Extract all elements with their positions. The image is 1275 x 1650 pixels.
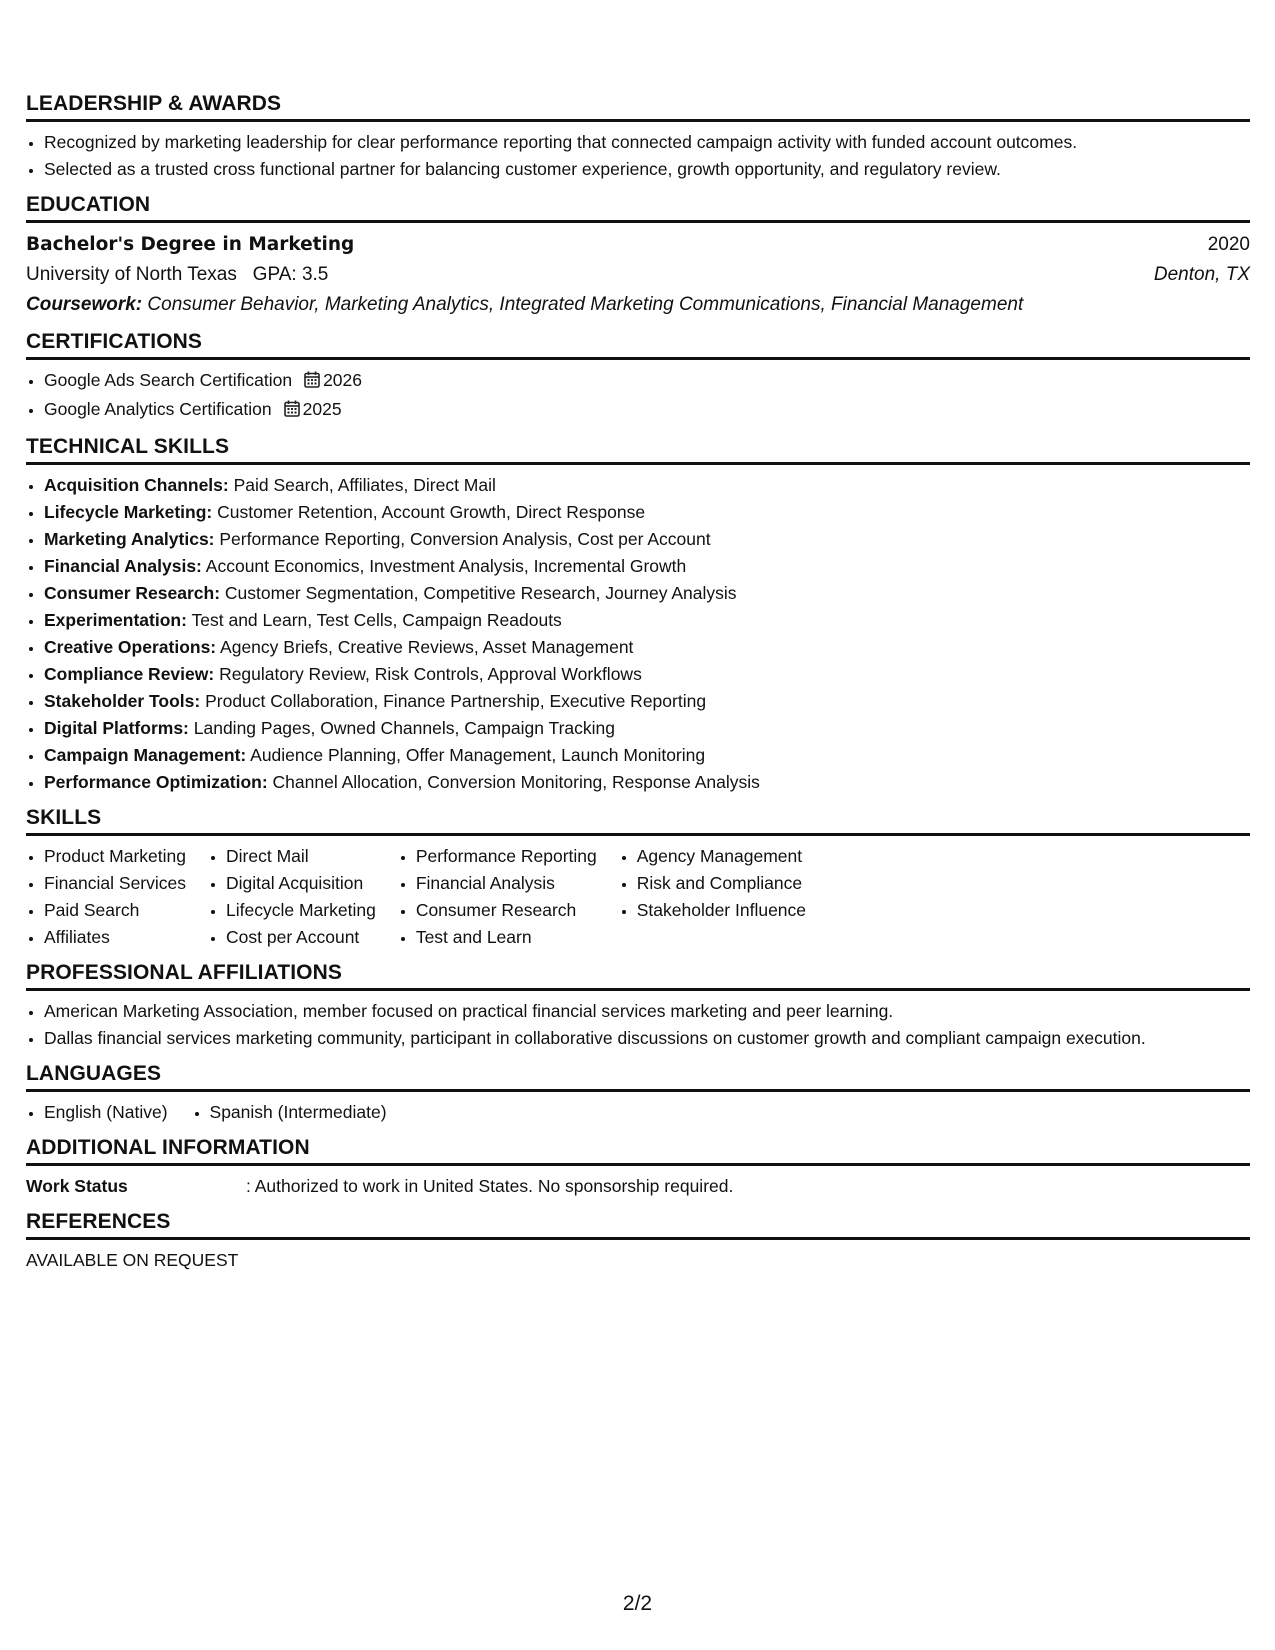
skills-column: [208, 843, 376, 951]
technical-skill-item: [44, 553, 1250, 580]
certifications-section: [26, 330, 1250, 425]
skill-category: Creative Operations:: [44, 637, 217, 657]
coursework: [26, 290, 1023, 320]
skill-item: • Risk and Compliance: [637, 870, 806, 897]
degree-name: Bachelor's Degree in Marketing: [26, 234, 355, 255]
technical-skill-item: [44, 526, 1250, 553]
technical-skill-item: [44, 499, 1250, 526]
technical-skill-item: [44, 715, 1250, 742]
affiliations-list: [26, 998, 1250, 1052]
skill-item: • Consumer Research: [416, 897, 597, 924]
skill-category: Financial Analysis:: [44, 556, 202, 576]
additional-section: [26, 1136, 1250, 1200]
skill-category: Stakeholder Tools:: [44, 691, 201, 711]
graduation-year: 2020: [1207, 234, 1250, 255]
coursework-label: Coursework:: [26, 294, 143, 315]
skill-category: Digital Platforms:: [44, 718, 189, 738]
skill-category: Marketing Analytics:: [44, 529, 215, 549]
languages-title: LANGUAGES: [26, 1062, 1250, 1092]
skill-category: Campaign Management:: [44, 745, 247, 765]
skill-values: Landing Pages, Owned Channels, Campaign Tracking: [188, 718, 615, 738]
leadership-item: • Recognized by marketing leadership for clear performance reporting that connected campaign activity with funded account outcomes.: [44, 129, 1250, 156]
skill-category: Lifecycle Marketing:: [44, 502, 213, 522]
skill-category: Compliance Review:: [44, 664, 215, 684]
certification-name: Google Analytics Certification: [44, 399, 272, 419]
affiliations-title: PROFESSIONAL AFFILIATIONS: [26, 961, 1250, 991]
skill-item: • Agency Management: [637, 843, 806, 870]
languages-column: [26, 1099, 168, 1126]
additional-title: ADDITIONAL INFORMATION: [26, 1136, 1250, 1166]
school-row: [26, 260, 1250, 290]
skills-column: [26, 843, 186, 951]
references-text: AVAILABLE ON REQUEST: [26, 1250, 239, 1270]
technical-skill-item: [44, 742, 1250, 769]
skill-values: Account Economics, Investment Analysis, Incremental Growth: [201, 556, 687, 576]
skill-values: Customer Segmentation, Competitive Research, Journey Analysis: [220, 583, 737, 603]
skill-category: Experimentation:: [44, 610, 187, 630]
work-status-row: [26, 1173, 1250, 1200]
certifications-title: CERTIFICATIONS: [26, 330, 1250, 360]
certification-name: Google Ads Search Certification: [44, 370, 293, 390]
technical-skill-item: [44, 661, 1250, 688]
skill-item: • Paid Search: [44, 897, 186, 924]
technical-skills-section: [26, 435, 1250, 796]
affiliation-item: • Dallas financial services marketing community, participant in collaborative discussions on customer growth and compliant campaign execution.: [44, 1025, 1250, 1052]
skill-item: • Product Marketing: [44, 843, 186, 870]
certification-item: [44, 367, 1250, 396]
leadership-item: • Selected as a trusted cross functional partner for balancing customer experience, growth opportunity, and regulatory review.: [44, 156, 1250, 183]
technical-skill-item: [44, 688, 1250, 715]
skill-values: Customer Retention, Account Growth, Direct Response: [212, 502, 646, 522]
certifications-list: [26, 367, 1250, 425]
affiliation-item: • American Marketing Association, member focused on practical financial services marketing and peer learning.: [44, 998, 1250, 1025]
technical-skill-item: [44, 769, 1250, 796]
coursework-list: Consumer Behavior, Marketing Analytics, Integrated Marketing Communications, Financial Management: [142, 294, 1024, 315]
language-item: • Spanish (Intermediate): [210, 1099, 387, 1126]
skill-values: Performance Reporting, Conversion Analysis, Cost per Account: [214, 529, 711, 549]
skill-item: • Financial Services: [44, 870, 186, 897]
skill-item: • Test and Learn: [416, 924, 597, 951]
skill-category: Consumer Research:: [44, 583, 221, 603]
skill-category: Performance Optimization:: [44, 772, 268, 792]
calendar-icon: [284, 398, 300, 425]
education-section: [26, 193, 1250, 320]
references-title: REFERENCES: [26, 1210, 1250, 1240]
certification-year: 2026: [323, 370, 362, 390]
skill-item: • Digital Acquisition: [226, 870, 376, 897]
skill-item: • Stakeholder Influence: [637, 897, 806, 924]
languages-section: [26, 1062, 1250, 1126]
technical-skills-list: [26, 472, 1250, 796]
education-title: EDUCATION: [26, 193, 1250, 223]
skill-item: • Financial Analysis: [416, 870, 597, 897]
work-status-value: : Authorized to work in United States. No sponsorship required.: [246, 1176, 734, 1196]
language-item: • English (Native): [44, 1099, 168, 1126]
skill-values: Product Collaboration, Finance Partnership, Executive Reporting: [200, 691, 707, 711]
references-section: [26, 1210, 1250, 1274]
technical-skill-item: [44, 472, 1250, 499]
skill-item: • Cost per Account: [226, 924, 376, 951]
skill-values: Paid Search, Affiliates, Direct Mail: [228, 475, 496, 495]
skill-values: Audience Planning, Offer Management, Launch Monitoring: [246, 745, 706, 765]
certification-year: 2025: [302, 399, 342, 419]
skill-values: Regulatory Review, Risk Controls, Approval Workflows: [214, 664, 642, 684]
skills-column: [619, 843, 806, 951]
skill-category: Acquisition Channels:: [44, 475, 229, 495]
technical-skill-item: [44, 580, 1250, 607]
skills-column: [398, 843, 597, 951]
skills-grid: [26, 843, 1250, 951]
leadership-title: LEADERSHIP & AWARDS: [26, 92, 1250, 122]
work-status-label: Work Status: [26, 1176, 128, 1196]
skill-item: • Affiliates: [44, 924, 186, 951]
skill-item: • Performance Reporting: [416, 843, 597, 870]
skills-title: SKILLS: [26, 806, 1250, 836]
skill-item: • Direct Mail: [226, 843, 376, 870]
coursework-row: [26, 290, 1250, 320]
degree-row: [26, 230, 1250, 260]
calendar-icon: [304, 369, 320, 396]
technical-skills-title: TECHNICAL SKILLS: [26, 435, 1250, 465]
languages-row: [26, 1099, 1250, 1126]
skills-section: [26, 806, 1250, 951]
school-location: Denton, TX: [1153, 264, 1250, 285]
page-number: 2/2: [622, 1592, 653, 1615]
certification-item: [44, 396, 1250, 425]
affiliations-section: [26, 961, 1250, 1052]
languages-column: [192, 1099, 387, 1126]
skill-values: Test and Learn, Test Cells, Campaign Readouts: [186, 610, 562, 630]
school-name: University of North Texas GPA: 3.5: [26, 264, 329, 285]
leadership-section: [26, 92, 1250, 183]
skill-item: • Lifecycle Marketing: [226, 897, 376, 924]
technical-skill-item: [44, 607, 1250, 634]
skill-values: Channel Allocation, Conversion Monitoring, Response Analysis: [267, 772, 760, 792]
technical-skill-item: [44, 634, 1250, 661]
resume-page: [26, 92, 1250, 1284]
leadership-list: [26, 129, 1250, 183]
skill-values: Agency Briefs, Creative Reviews, Asset Management: [216, 637, 634, 657]
